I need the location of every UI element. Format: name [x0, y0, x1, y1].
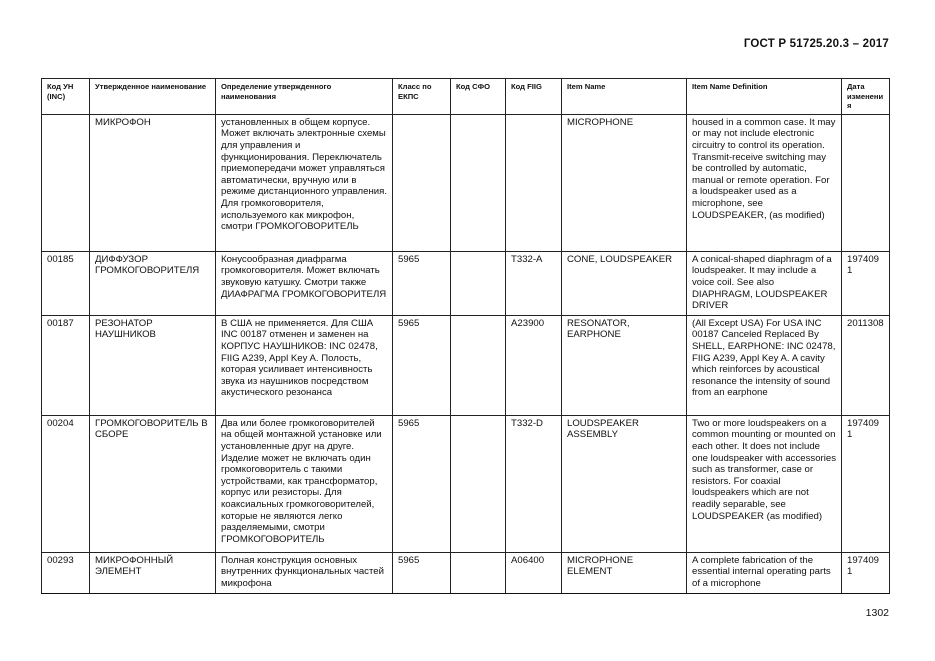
- cell-date: 1974091: [842, 552, 890, 593]
- column-header-definition-ru: Определение утвержденного наименования: [216, 79, 393, 115]
- cell-name-ru: ГРОМКОГОВОРИТЕЛЬ В СБОРЕ: [90, 415, 216, 552]
- cell-sfo: [451, 114, 506, 251]
- cell-sfo: [451, 251, 506, 315]
- cell-item-name: MICROPHONE ELEMENT: [562, 552, 687, 593]
- cell-definition-ru: Два или более громкоговорителей на общей монтажной установке или установленные друг на друге. Изделие может не включать один громкоговоритель с такими устройствами, как трансформатор, корпус или резисторы. Для коаксиальных громкоговорителей, которые не являются легко разделяемыми, смотри ГРОМКОГОВОРИТЕЛЬ: [216, 415, 393, 552]
- table-row: [42, 415, 890, 552]
- table-row: [42, 251, 890, 315]
- cell-date: 1974091: [842, 415, 890, 552]
- cell-class: 5965: [393, 315, 451, 415]
- column-header-item-name: Item Name: [562, 79, 687, 115]
- cell-definition-ru: В США не применяется. Для США INC 00187 отменен и заменен на КОРПУС НАУШНИКОВ: INC 02478, FIIG A239, Appl Key A. Полость, которая усиливает интенсивность звука из наушников посредством акустического резонанса: [216, 315, 393, 415]
- cell-class: [393, 114, 451, 251]
- cell-fiig: T332-A: [506, 251, 562, 315]
- cell-item-name: LOUDSPEAKER ASSEMBLY: [562, 415, 687, 552]
- column-header-date: Дата изменения: [842, 79, 890, 115]
- cell-fiig: [506, 114, 562, 251]
- table-row: [42, 315, 890, 415]
- cell-date: [842, 114, 890, 251]
- cell-sfo: [451, 415, 506, 552]
- cell-inc: 00293: [42, 552, 90, 593]
- table-header-row: [42, 79, 890, 115]
- cell-date: 2011308: [842, 315, 890, 415]
- column-header-inc: Код УН (INC): [42, 79, 90, 115]
- page-number: 1302: [865, 607, 889, 619]
- cell-definition-ru: Конусообразная диафрагма громкоговорителя. Может включать звуковую катушку. Смотри также ДИАФРАГМА ГРОМКОГОВОРИТЕЛЯ: [216, 251, 393, 315]
- cell-item-name: RESONATOR, EARPHONE: [562, 315, 687, 415]
- cell-name-ru: РЕЗОНАТОР НАУШНИКОВ: [90, 315, 216, 415]
- cell-fiig: A06400: [506, 552, 562, 593]
- cell-inc: 00187: [42, 315, 90, 415]
- cell-class: 5965: [393, 251, 451, 315]
- cell-class: 5965: [393, 552, 451, 593]
- cell-sfo: [451, 315, 506, 415]
- column-header-name-ru: Утвержденное наименование: [90, 79, 216, 115]
- item-name-table: [41, 78, 890, 594]
- cell-name-ru: МИКРОФОН: [90, 114, 216, 251]
- cell-inc: 00185: [42, 251, 90, 315]
- cell-inc: [42, 114, 90, 251]
- cell-sfo: [451, 552, 506, 593]
- cell-definition-ru: Полная конструкция основных внутренних функциональных частей микрофона: [216, 552, 393, 593]
- document-code: ГОСТ Р 51725.20.3 – 2017: [743, 38, 889, 50]
- column-header-class: Класс по ЕКПС: [393, 79, 451, 115]
- cell-fiig: T332-D: [506, 415, 562, 552]
- cell-definition-en: Two or more loudspeakers on a common mounting or mounted on each other. It does not include one loudspeaker with accessories such as transformer, case or resistors. For coaxial loudspeakers which are not readily separable, see LOUDSPEAKER (as modified): [687, 415, 842, 552]
- cell-item-name: MICROPHONE: [562, 114, 687, 251]
- column-header-sfo: Код СФО: [451, 79, 506, 115]
- cell-date: 1974091: [842, 251, 890, 315]
- cell-definition-en: housed in a common case. It may or may not include electronic circuitry to control its operation. Transmit-receive switching may be controlled by automatic, manual or remote operation. For a loudspeaker used as a microphone, see LOUDSPEAKER, (as modified): [687, 114, 842, 251]
- cell-name-ru: МИКРОФОННЫЙ ЭЛЕМЕНТ: [90, 552, 216, 593]
- cell-class: 5965: [393, 415, 451, 552]
- cell-item-name: CONE, LOUDSPEAKER: [562, 251, 687, 315]
- table-row: [42, 552, 890, 593]
- column-header-definition-en: Item Name Definition: [687, 79, 842, 115]
- cell-inc: 00204: [42, 415, 90, 552]
- column-header-fiig: Код FIIG: [506, 79, 562, 115]
- cell-definition-en: (All Except USA) For USA INC 00187 Canceled Replaced By SHELL, EARPHONE: INC 02478, FIIG A239, Appl Key A. A cavity which reinforces by acoustical resonance the intensity of sound from an earphone: [687, 315, 842, 415]
- table-row: [42, 114, 890, 251]
- cell-definition-ru: установленных в общем корпусе. Может включать электронные схемы для управления и функционирования. Переключатель приемопередачи может управляться автоматически, вручную или в режиме дистанционного управления. Для громкоговорителя, используемого как микрофон, смотри ГРОМКОГОВОРИТЕЛЬ: [216, 114, 393, 251]
- cell-definition-en: A conical-shaped diaphragm of a loudspeaker. It may include a voice coil. See also DIAPHRAGM, LOUDSPEAKER DRIVER: [687, 251, 842, 315]
- cell-fiig: A23900: [506, 315, 562, 415]
- cell-definition-en: A complete fabrication of the essential internal operating parts of a microphone: [687, 552, 842, 593]
- cell-name-ru: ДИФФУЗОР ГРОМКОГОВОРИТЕЛЯ: [90, 251, 216, 315]
